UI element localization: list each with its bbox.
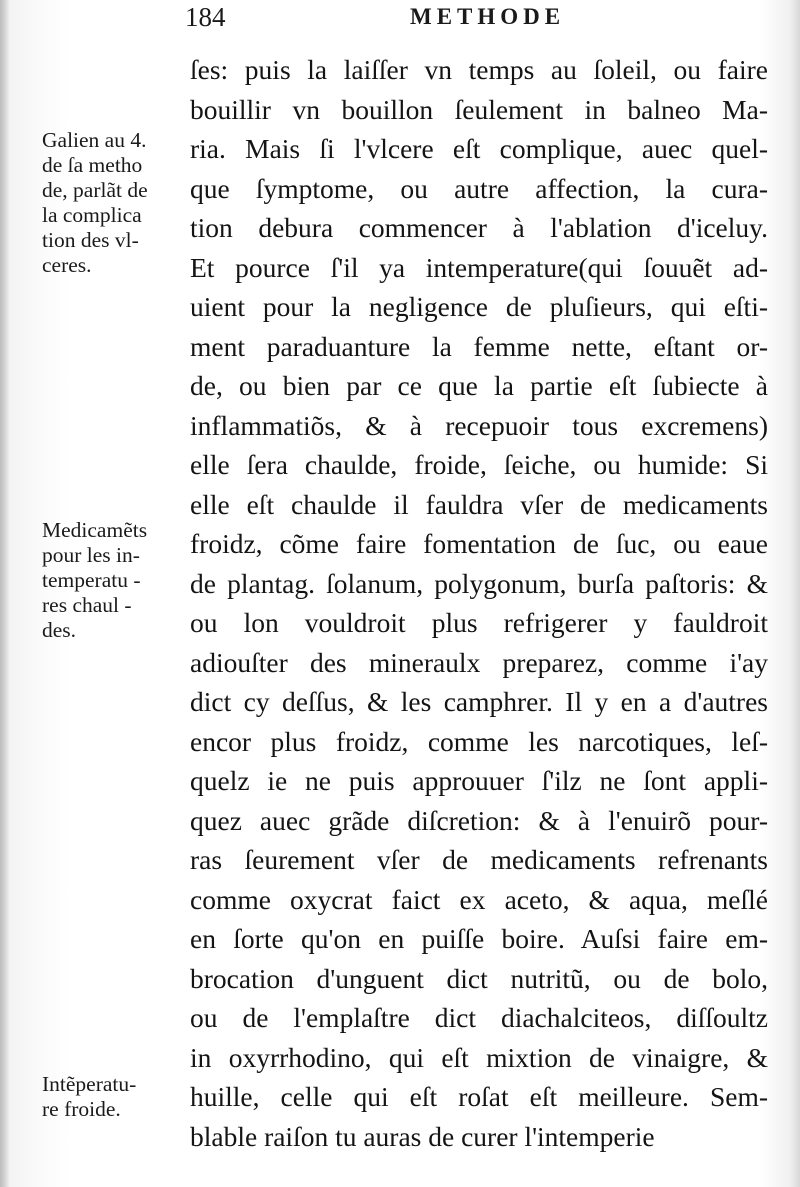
body-line: comme oxycrat faict ex aceto, & aqua, meſlé — [190, 883, 768, 915]
body-line: ment paraduanture la femme nette, eſtant or- — [190, 330, 768, 362]
margin-note-line: de ſa metho — [42, 153, 143, 177]
body-line: ou lon vouldroit plus refrigerer y fauldroit — [190, 607, 768, 638]
margin-note-line: tion des vl- — [42, 228, 139, 252]
body-line: quelz ie ne puis approuuer ſ'ilz ne ſont appli- — [190, 765, 768, 796]
margin-note-galien — [42, 128, 182, 278]
margin-note-intemperature — [42, 1072, 182, 1122]
body-line: en ſorte qu'on en puiſſe boire. Auſsi faire em- — [190, 923, 768, 954]
body-line: bouillir vn bouillon ſeulement in balneo Ma- — [190, 93, 768, 125]
body-line: que ſymptome, ou autre affection, la cura- — [190, 172, 768, 204]
body-line: de, ou bien par ce que la partie eſt ſubiecte à — [190, 370, 768, 401]
margin-note-medicaments — [42, 518, 182, 643]
margin-note-line: re froide. — [42, 1097, 121, 1121]
margin-note-line: Galien au 4. — [42, 128, 147, 152]
body-line: dict cy deſſus, & les camphrer. Il y en a d'autres — [190, 686, 768, 717]
body-line: uient pour la negligence de pluſieurs, qui eſti- — [190, 291, 768, 322]
body-line: brocation d'unguent dict nutritũ, ou de bolo, — [190, 962, 768, 994]
body-line: elle ſera chaulde, froide, ſeiche, ou humide: Si — [190, 449, 768, 480]
body-line: de plantag. ſolanum, polygonum, burſa paſtoris: & — [190, 567, 768, 599]
gutter-shadow — [0, 0, 10, 1187]
margin-note-line: Intẽperatu- — [42, 1072, 137, 1096]
margin-note-line: des. — [42, 618, 77, 642]
margin-note-line: pour les in- — [42, 543, 140, 567]
body-line: ria. Mais ſi l'vlcere eſt complique, auec quel- — [190, 133, 768, 164]
page-number: 184 — [185, 2, 226, 32]
body-line: encor plus froidz, comme les narcotiques, leſ- — [190, 725, 768, 757]
margin-note-line: la complica — [42, 203, 142, 227]
body-line: ras ſeurement vſer de medicaments refrenants — [190, 844, 768, 875]
body-line: ſes: puis la laiſſer vn temps au ſoleil, ou faire — [190, 54, 768, 85]
body-line: quez auec grãde diſcretion: & à l'enuirõ pour- — [190, 804, 768, 836]
body-line: blable raiſon tu auras de curer l'intemperie — [190, 1120, 655, 1152]
body-line: adiouſter des mineraulx preparez, comme i'ay — [190, 646, 768, 678]
body-line: Et pource ſ'il ya intemperature(qui ſouuẽt ad- — [190, 251, 768, 283]
body-line: elle eſt chaulde il fauldra vſer de medicaments — [190, 488, 768, 520]
margin-note-line: de, parlãt de — [42, 178, 148, 202]
margin-note-line: temperatu - — [42, 568, 141, 592]
page-header — [185, 2, 605, 32]
body-text — [190, 50, 768, 1156]
body-line: in oxyrrhodino, qui eſt mixtion de vinaigre, & — [190, 1041, 768, 1073]
body-line: ou de l'emplaſtre dict diachalciteos, diſſoultz — [190, 1002, 768, 1033]
body-line: froidz, cõme faire fomentation de ſuc, ou eaue — [190, 528, 768, 559]
margin-note-line: Medicamẽts — [42, 518, 148, 542]
margin-note-line: res chaul - — [42, 593, 132, 617]
body-line: tion debura commencer à l'ablation d'iceluy. — [190, 212, 768, 243]
body-line: huille, celle qui eſt roſat eſt meilleure. Sem- — [190, 1081, 768, 1112]
body-line: inflammatiõs, & à recepuoir tous excremens) — [190, 409, 768, 441]
running-head: METHODE — [410, 4, 566, 29]
margin-note-line: ceres. — [42, 253, 92, 277]
